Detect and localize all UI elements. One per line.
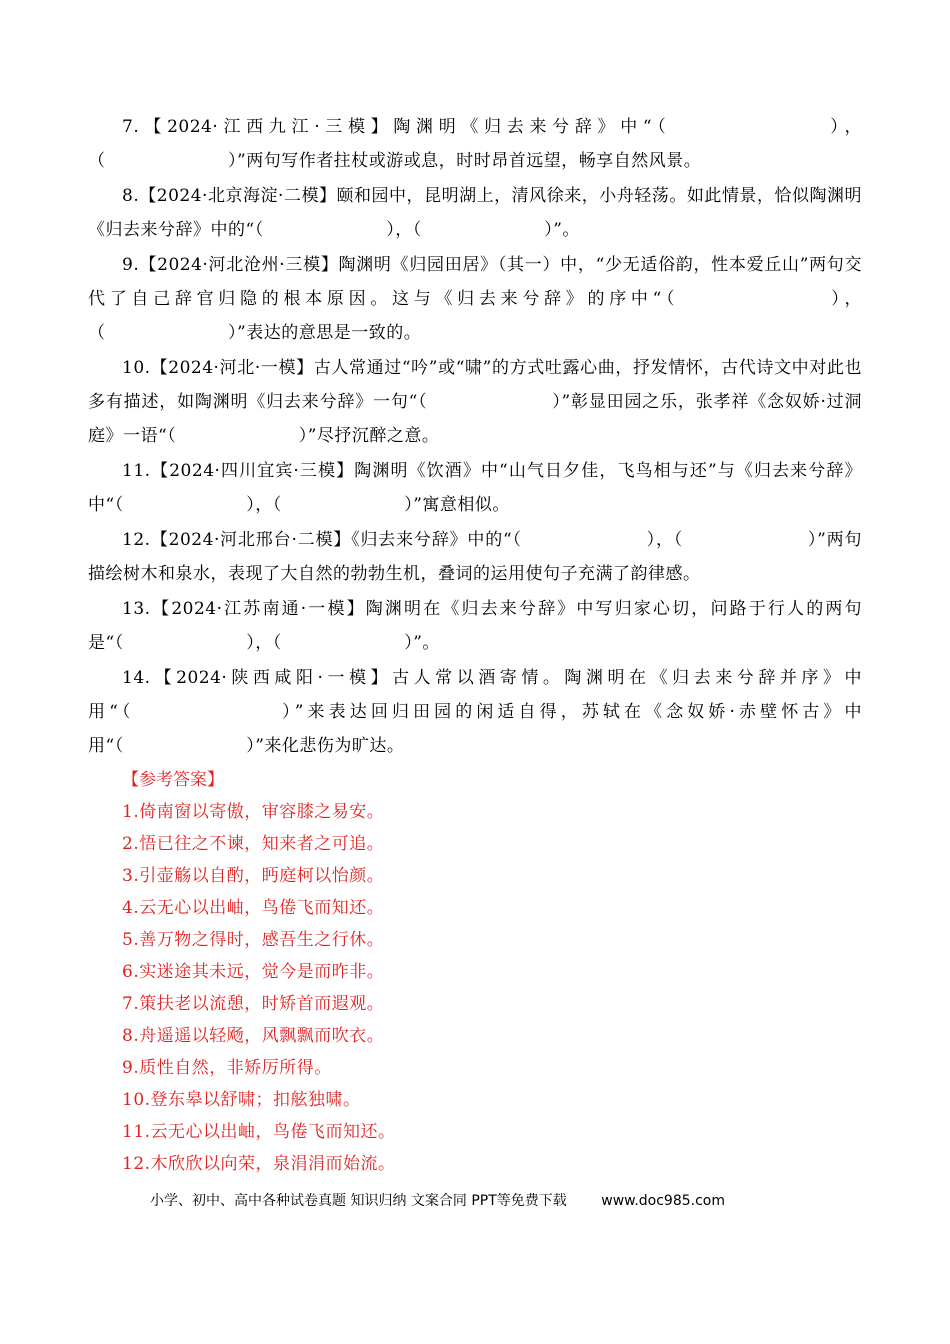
footer-text: 小学、初中、高中各种试卷真题 知识归纳 文案合同 PPT等免费下载 (150, 1193, 567, 1209)
answer-item: 8.舟遥遥以轻飏，风飘飘而吹衣。 (122, 1026, 385, 1046)
answer-item: 10.登东皋以舒啸；扣舷独啸。 (122, 1090, 361, 1110)
question-14: 14.【2024·陕西咸阳·一模】古人常以酒寄情。陶渊明在《归去来兮辞并序》中用“（ ）”来表达回归田园的闲适自得，苏轼在《念奴娇·赤壁怀古》中用“（ ）”来化悲伤为旷达。 (88, 668, 862, 756)
question-8: 8.【2024·北京海淀·二模】颐和园中，昆明湖上，清风徐来，小舟轻荡。如此情景，恰似陶渊明《归去来兮辞》中的“（ ），（ ）”。 (88, 186, 862, 240)
answer-item: 4.云无心以出岫，鸟倦飞而知还。 (122, 898, 385, 918)
answer-item: 11.云无心以出岫，鸟倦飞而知还。 (122, 1122, 396, 1142)
answer-item: 12.木欣欣以向荣，泉涓涓而始流。 (122, 1154, 396, 1174)
question-9: 9.【2024·河北沧州·三模】陶渊明《归园田居》（其一）中，“少无适俗韵，性本爱丘山”两句交代了自己辞官归隐的根本原因。这与《归去来兮辞》的序中“（ ），（ ）”表达的意思是一致的。 (88, 255, 862, 343)
question-7: 7.【2024·江西九江·三模】陶渊明《归去来兮辞》中“（ ），（ ）”两句写作者拄杖或游或息，时时昂首远望，畅享自然风景。 (88, 117, 862, 171)
question-11: 11.【2024·四川宜宾·三模】陶渊明《饮酒》中“山气日夕佳，飞鸟相与还”与《归去来兮辞》中“（ ），（ ）”寓意相似。 (88, 461, 862, 515)
answers-heading: 【参考答案】 (122, 770, 224, 790)
answer-item: 6.实迷途其未远，觉今是而昨非。 (122, 962, 385, 982)
answer-item: 5.善万物之得时，感吾生之行休。 (122, 930, 385, 950)
answer-item: 2.悟已往之不谏，知来者之可追。 (122, 834, 385, 854)
question-12: 12.【2024·河北邢台·二模】《归去来兮辞》中的“（ ），（ ）”两句描绘树木和泉水，表现了大自然的勃勃生机，叠词的运用使句子充满了韵律感。 (88, 530, 862, 584)
answer-item: 9.质性自然，非矫厉所得。 (122, 1058, 332, 1078)
page-footer (150, 1190, 850, 1210)
answer-item: 1.倚南窗以寄傲，审容膝之易安。 (122, 802, 385, 822)
question-13: 13.【2024·江苏南通·一模】陶渊明在《归去来兮辞》中写归家心切，问路于行人的两句是“（ ），（ ）”。 (88, 599, 862, 653)
question-10: 10.【2024·河北·一模】古人常通过“吟”或“啸”的方式吐露心曲，抒发情怀，古代诗文中对此也多有描述，如陶渊明《归去来兮辞》一句“（ ）”彰显田园之乐，张孝祥《念奴娇·过洞庭》一语“（ ）”尽抒沉醉之意。 (88, 358, 862, 446)
answer-item: 3.引壶觞以自酌，眄庭柯以怡颜。 (122, 866, 385, 886)
answer-item: 7.策扶老以流憩，时矫首而遐观。 (122, 994, 385, 1014)
document-page (88, 110, 862, 1180)
footer-url[interactable]: www.doc985.com (601, 1193, 725, 1209)
questions-section (88, 110, 862, 763)
answers-section (88, 764, 862, 1180)
